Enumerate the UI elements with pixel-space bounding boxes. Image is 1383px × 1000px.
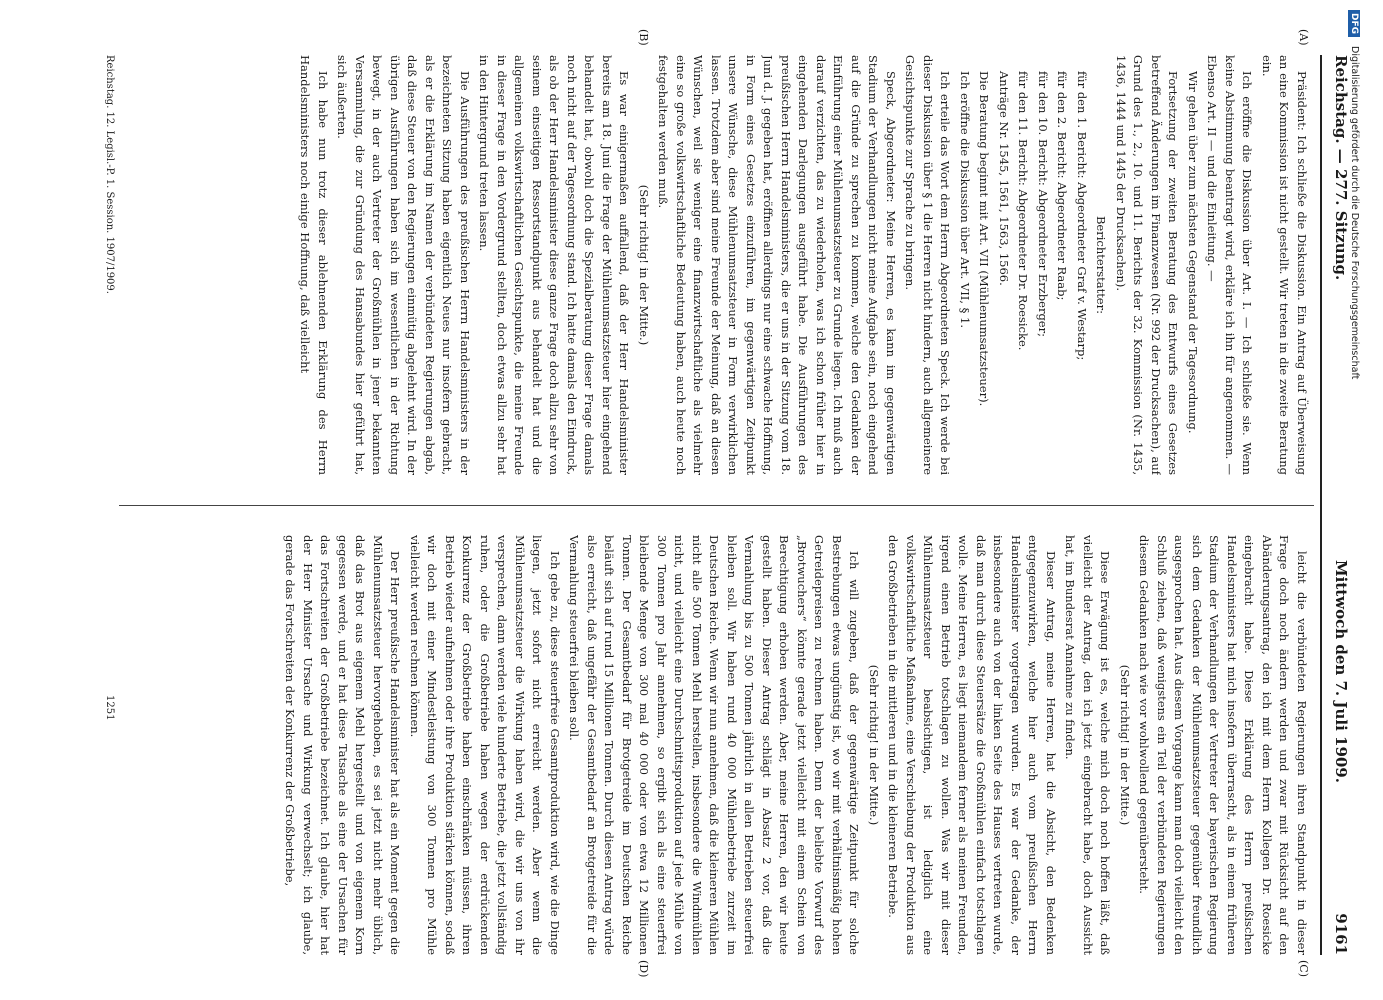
paragraph: für den 11. Bericht: Abgeordneter Dr. Roesicke.: [1016, 71, 1031, 351]
page-header: [1324, 55, 1350, 955]
footer-sheet-number: 1251: [104, 695, 115, 721]
paragraph: (Sehr richtig! in der Mitte.): [1118, 664, 1132, 826]
margin-marker-c: (C): [1297, 960, 1310, 977]
paragraph: Es war einigermaßen auffallend, daß der Herr Handelsminister bereits am 18. Juni die Frage der Mühlenumsatzsteuer hier eingehend behandelt hat, obwohl doch die Spezialberatung dieser Frage damals noch nicht auf der Tagesordnung stand. Ich hatte damals den Eindruck, als ob der Herr Handelsminister diese ganze Frage doch allzu sehr von seinem einseitigen Ressortstandpunkt aus behandelt hat und die allgemeinen volkswirtschaftlichen Gesichtspunkte, die meine Freunde in dieser Frage in den Vordergrund stellten, doch etwas allzu sehr hat in den Hintergrund treten lassen.: [477, 55, 632, 475]
paragraph: (Sehr richtig! in der Mitte.): [637, 184, 651, 346]
paragraph: Der Herr preußische Handelsminister hat als ein Moment gegen die Mühlenumsatzsteuer hervorgehoben, es sei jetzt nicht mehr üblich, daß das Brot aus eigenem Mehl hergestellt und von eigenem Korn gegessen werde, und er hat diese Tatsache als eine der Ursachen für das Fortschreiten der Großbetriebe bezeichnet. Ich glaube, hier hat der Herr Minister Ursache und Wirkung verwechselt; ich glaube, gerade das Fortschreiten der Konkurrenz der Großbetriebe,: [283, 535, 403, 955]
paragraph: Die Beratung beginnt mit Art. VII (Mühlenumsatzsteuer).: [977, 71, 992, 407]
paragraph: Präsident: Ich schließe die Diskussion. Ein Antrag auf Überweisung an eine Kommission ist nicht gestellt. Wir treten in die zweite Beratung ein.: [1260, 55, 1309, 475]
paragraph: Speck, Abgeordneter: Meine Herren, es kann im gegenwärtigen Stadium der Verhandlungen nicht meine Aufgabe sein, noch eingehend auf die Gründe zu sprechen zu kommen, welche den Gedanken der Einführung einer Mühlenumsatzsteuer zu Grunde liegen. Ich muß auch darauf verzichten, das zu wiederholen, was ich schon früher hier in eingehenden Darlegungen ausgeführt habe. Die Ausführungen des preußischen Herrn Handelsministers, die er uns in der Sitzung vom 18. Juni d. J. gegeben hat, eröffnen allerdings nur eine schwache Hoffnung, in Form eines Gesetzes einzuführen, im gegenwärtigen Zeitpunkt unsere Wünsche, diese Mühlenumsatzsteuer in Form verwirklichen lassen. Trotzdem aber sind meine Freunde der Meinung, daß an diesen Wünschen, weil sie weniger eine finanzwirtschaftliche als vielmehr eine so große volkswirtschaftliche Bedeutung haben, auch heute noch festgehalten werden muß.: [656, 55, 898, 475]
paragraph: Ich eröffne die Diskussion über Art. VII, § 1.: [958, 71, 972, 328]
paragraph: Anträge Nr. 1545, 1561, 1563, 1566.: [997, 71, 1011, 286]
funding-note: [1348, 10, 1360, 990]
paragraph: Diese Erwägung ist es, welche mich doch noch hoffen läßt, daß vielleicht der Antrag, den ich jetzt eingebracht habe, doch Aussicht hat, im Bundesrat Annahme zu finden.: [1063, 535, 1113, 955]
header-date: Mittwoch den 7. Juli 1909.: [1332, 560, 1350, 783]
funding-text: Digitalisierung gefördert durch die Deutsche Forschungsgemeinschaft: [1349, 46, 1360, 380]
paragraph: Fortsetzung der zweiten Beratung des Entwurfs eines Gesetzes betreffend Änderungen im Finanzwesen (Nr. 992 der Drucksachen), auf Grund des 1., 2., 10. und 11. Berichts der 32. Kommission (Nr. 1435, 1436, 1444 und 1445 der Drucksachen).: [1114, 55, 1181, 475]
paragraph: Ich erteile das Wort dem Herrn Abgeordneten Speck. Ich werde bei dieser Diskussion über § 1 die Herren nicht hindern, auch allgemeinere Gesichtspunkte zur Sprache zu bringen.: [903, 55, 953, 475]
header-session: Reichstag. — 277. Sitzung.: [1332, 55, 1350, 281]
dfg-logo: DFG: [1348, 10, 1360, 37]
paragraph: (Sehr richtig! in der Mitte.): [867, 664, 881, 826]
margin-marker-d: (D): [637, 960, 650, 978]
footer-session-info: Reichstag. 12. Legisl.-P. 1. Session. 1907/1909.: [104, 55, 115, 294]
column-divider: [119, 505, 1314, 506]
margin-marker-a: (A): [1297, 29, 1310, 46]
margin-marker-b: (B): [637, 29, 650, 46]
paragraph: Ich eröffne die Diskussion über Art. I. — Ich schließe sie. Wenn keine Abstimmung beantragt wird, erkläre ich ihn für angenommen. — Ebenso Art. II — und die Einleitung. —: [1205, 55, 1255, 475]
right-text-column: [120, 535, 1310, 955]
left-text-column: [120, 55, 1310, 475]
header-rule: [1320, 55, 1322, 955]
paragraph: Dieser Antrag, meine Herren, hat die Absicht, den Bedenken entgegenzuwirken, welche hier auch vom preußischen Herrn Handelsminister vorgetragen wurden. Es war der Gedanke, der insbesondere auch von der linken Seite des Hauses vertreten wurde, daß man durch diese Steuersätze die Großmühlen einfach totschlagen wolle. Meine Herren, es liegt niemandem ferner als meinen Freunden, irgend einen Betrieb totschlagen zu wollen. Was wir mit dieser Mühlenumsatzsteuer beabsichtigen, ist lediglich eine volkswirtschaftliche Maßnahme, eine Verschiebung der Produktion aus den Großbetrieben in die mittleren und in die kleineren Betriebe.: [886, 535, 1058, 955]
paragraph: für den 2. Bericht: Abgeordneter Raab;: [1055, 71, 1070, 301]
paragraph: Ich will zugeben, daß der gegenwärtige Zeitpunkt für solche Bestrebungen etwas ungünstig ist, wo wir mit verhältnismäßig hohen Getreidepreisen zu rechnen haben. Denn der beliebte Vorwurf des „Brotwuchers“ könnte gerade jetzt vielleicht mit einem Schein von Berechtigung erhoben werden. Aber, meine Herren, den wir heute gestellt haben. Dieser Antrag schlägt in Absatz 2 vor, daß die Vermahlung bis zu 500 Tonnen jährlich in allen Betrieben steuerfrei bleiben soll. Wir haben rund 40 000 Mühlenbetriebe zurzeit im Deutschen Reiche. Wenn wir nun annehmen, daß die kleineren Mühlen nicht alle 500 Tonnen Mehl herstellen, insbesondere die Windmühlen nicht, und vielleicht eine Durchschnittsproduktion auf jede Mühle von 300 Tonnen pro Jahr annehmen, so ergibt sich als eine steuerfrei bleibende Menge von 300 mal 40 000 oder von etwa 12 Millionen Tonnen. Der Gesamtbedarf für Brotgetreide im Deutschen Reiche beläuft sich auf rund 15 Millionen Tonnen. Durch diesen Antrag würde also erreicht, daß ungefähr der Gesamtbedarf an Brotgetreide für die Vermahlung steuerfrei bleiben soll.: [567, 535, 862, 955]
paragraph: Ich habe nun trotz dieser ablehnenden Erklärung des Herrn Handelsministers noch einige Hoffnung, daß vielleicht: [298, 55, 330, 475]
paragraph: für den 1. Bericht: Abgeordneter Graf v. Westarp;: [1075, 71, 1089, 361]
page-number: 9161: [1332, 913, 1350, 955]
paragraph: leicht die verbündeten Regierungen ihren Standpunkt in dieser Frage doch noch ändern werden und zwar mit Rücksicht auf den Abänderungsantrag, den ich mit dem Herrn Kollegen Dr. Roesicke eingebracht habe. Diese Erklärung des Herrn preußischen Handelsministers hat mich insofern überrascht, als in einem früheren Stadium der Verhandlungen der Vertreter der bayerischen Regierung sich dem Gedanken der Mühlenumsatzsteuer gegenüber freundlich ausgesprochen hat. Aus diesem Vorgange kann man doch vielleicht den Schluß ziehen, daß wenigstens ein Teil der verbündeten Regierungen diesem Gedanken nach wie vor wohlwollend gegenübersteht.: [1137, 535, 1309, 955]
paragraph: für den 10. Bericht: Abgeordneter Erzberger;: [1036, 71, 1050, 337]
paragraph: Berichterstatter:: [1094, 215, 1109, 314]
document-page: [95, 29, 1350, 978]
paragraph: Ich gebe zu, diese steuerfreie Gesamtproduktion wird, wie die Dinge liegen, jetzt sofort nicht erreicht werden. Aber wenn die Mühlenumsatzsteuer die Wirkung haben wird, die wir uns von ihr versprechen, dann werden viele hunderte Betriebe, die jetzt vollständig ruhen, oder die Großbetriebe haben wegen der erdrückenden Konkurrenz der Großbetriebe haben einschränken müssen, ihren Betrieb wieder aufnehmen oder ihre Produktion stärken können, sodaß wir doch mit einer Mindestleistung von 300 Tonnen pro Mühle vielleicht werden rechnen können.: [408, 535, 562, 955]
paragraph: Wir gehen über zum nächsten Gegenstand der Tagesordnung.: [1186, 71, 1200, 434]
paragraph: Die Ausführungen des preußischen Herrn Handelsministers in der bezeichneten Sitzung haben eigentlich Neues nur insofern gebracht, als er die Erklärung im Namen der verbündeten Regierungen abgab, daß diese Steuer von den Regierungen einmütig abgelehnt wird. In der übrigen Ausführungen haben sich im wesentlichen in der Richtung bewegt, in der auch Vertreter der Großmühlen in jener bekannten Versammlung, die zur Gründung des Hansabundes hier geführt hat, sich äußerten.: [335, 55, 472, 475]
